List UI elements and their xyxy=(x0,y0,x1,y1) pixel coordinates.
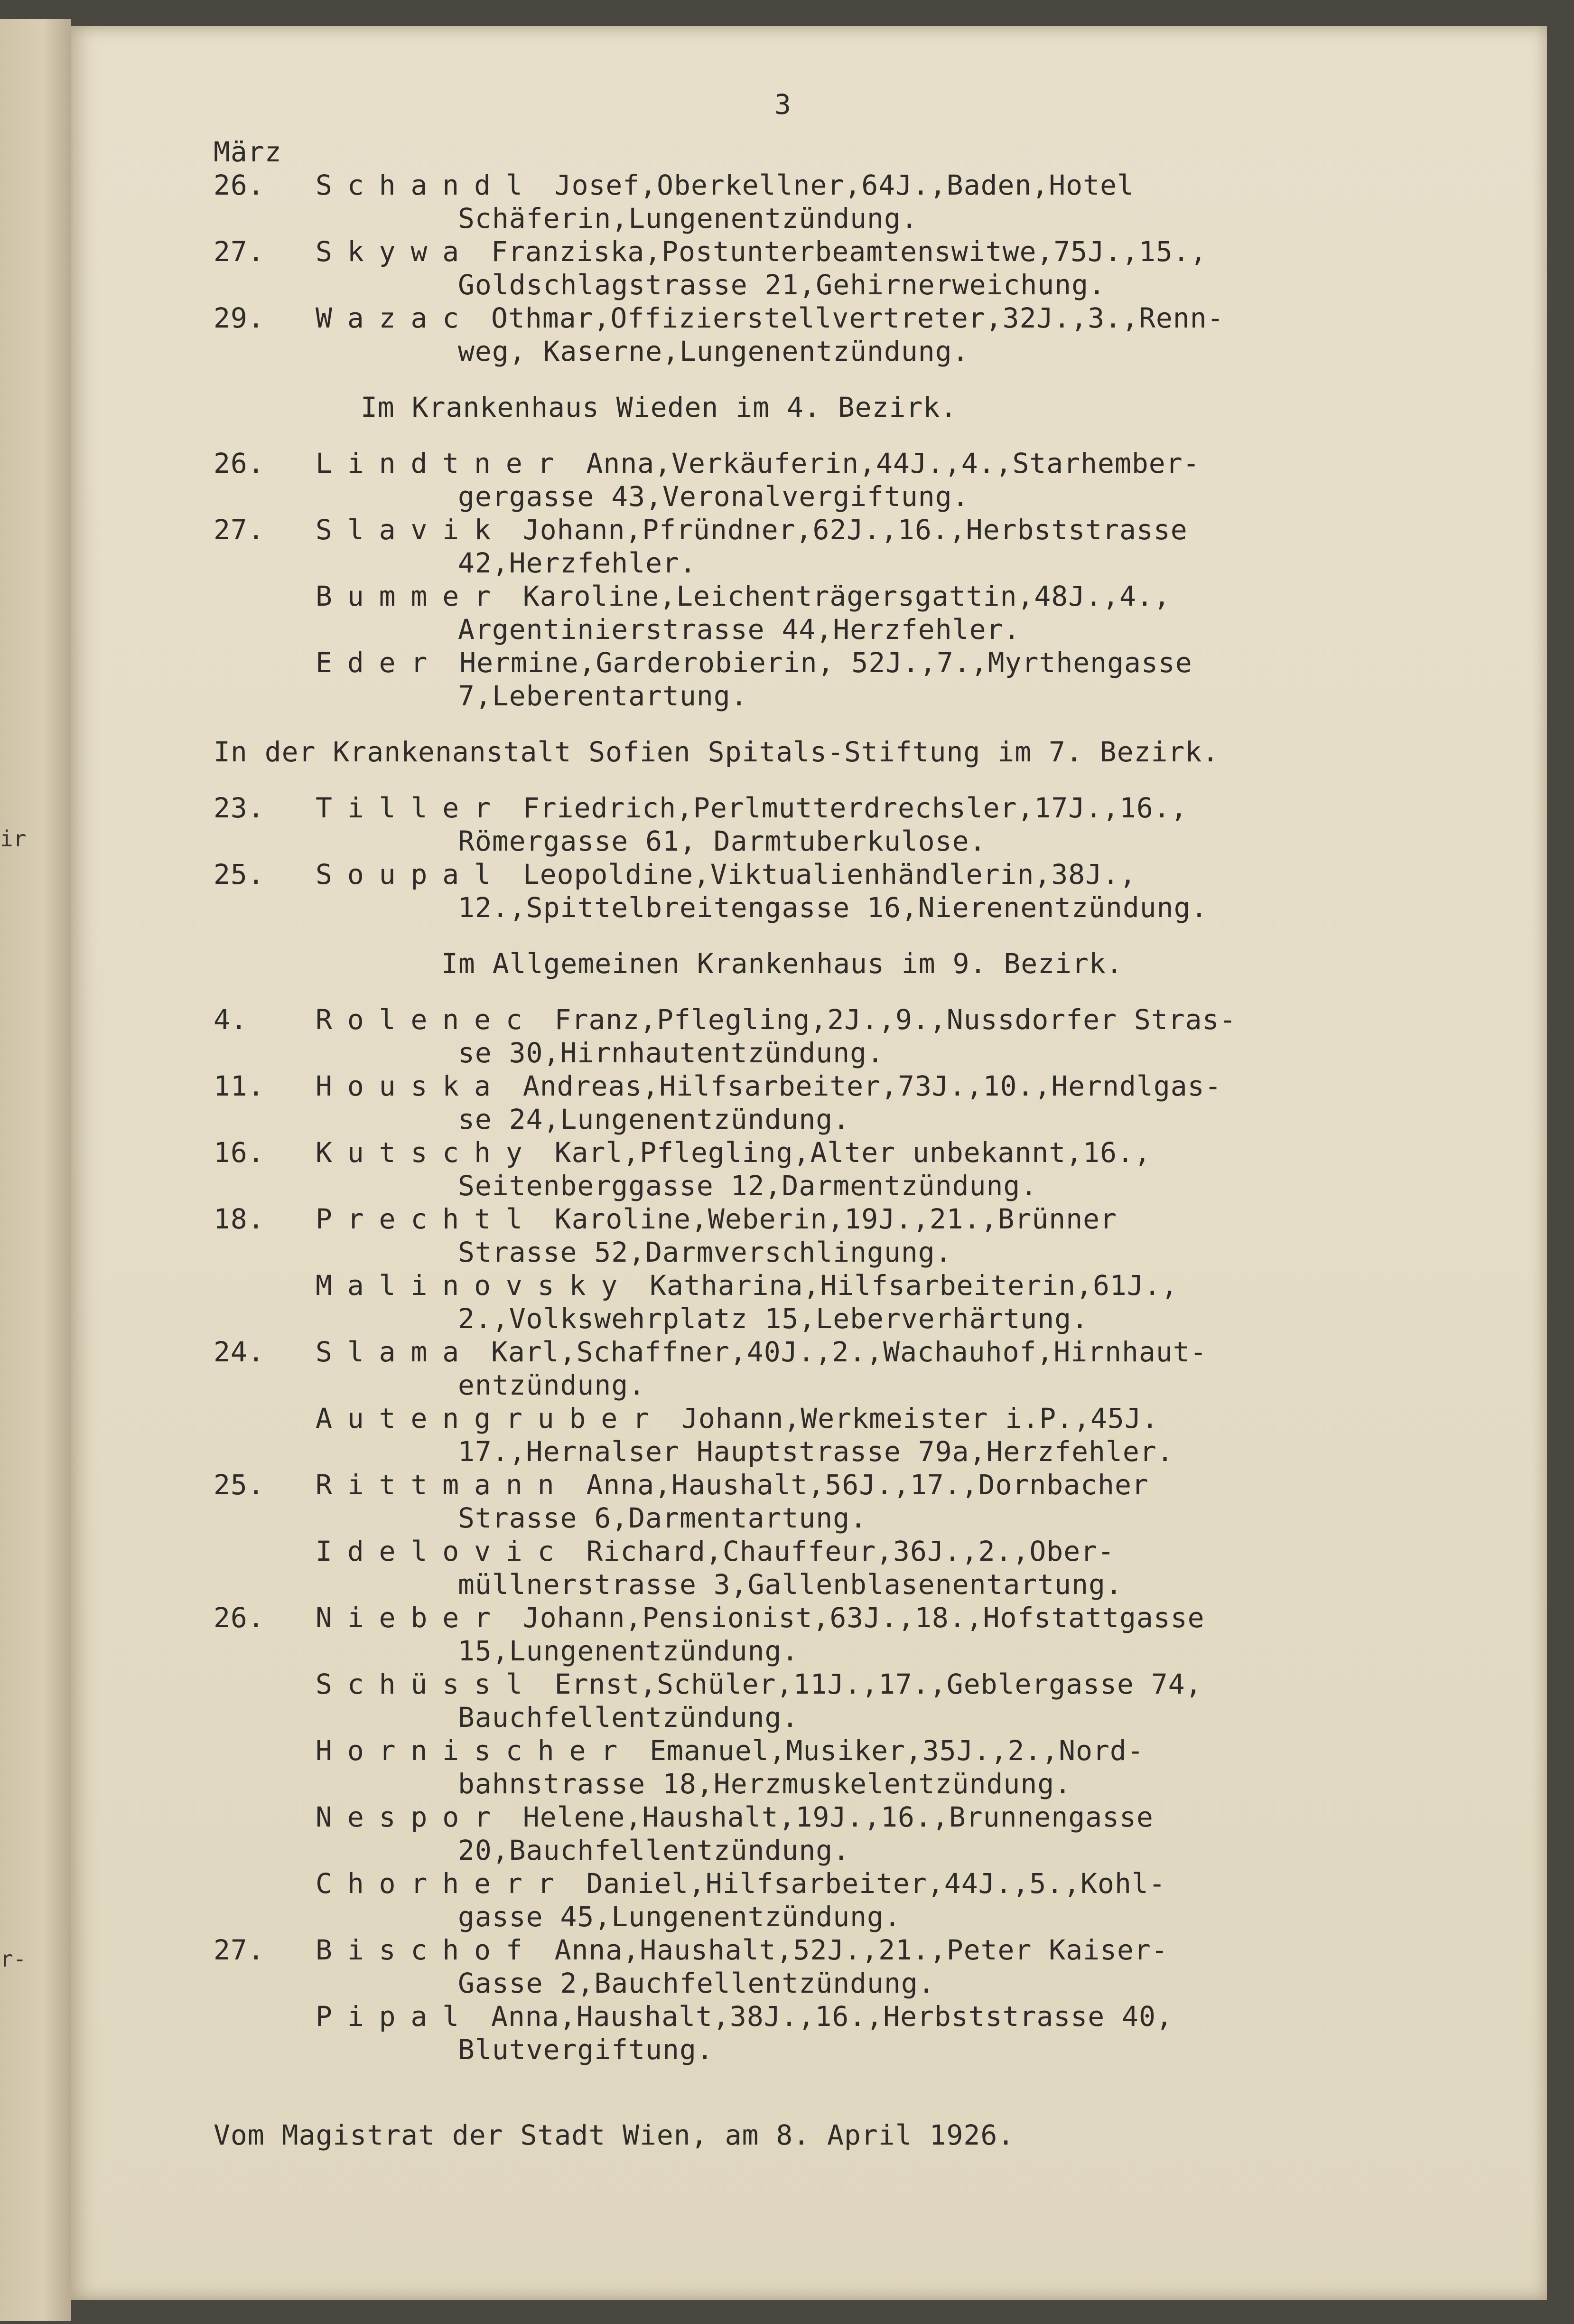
entry-first-line xyxy=(316,447,1495,480)
document-page xyxy=(71,26,1547,2300)
entry-surname: Schüssl xyxy=(316,1668,538,1700)
entry-details: Daniel,Hilfsarbeiter,44J.,5.,Kohl- xyxy=(586,1867,1166,1900)
entry-details: Leopoldine,Viktualienhändlerin,38J., xyxy=(522,858,1136,890)
entry-day: 24. xyxy=(214,1336,265,1368)
entry-day: 27. xyxy=(214,235,265,268)
entry-day: 26. xyxy=(214,447,265,479)
entry-details: Richard,Chauffeur,36J.,2.,Ober- xyxy=(586,1535,1115,1567)
register-entry xyxy=(214,1468,1495,1535)
entry-body xyxy=(316,1468,1495,1535)
register-entry xyxy=(214,1601,1495,1668)
entry-first-line xyxy=(316,513,1495,546)
register-entry xyxy=(214,301,1495,368)
entry-day: 26. xyxy=(214,1602,265,1634)
section-heading: In der Krankenanstalt Sofien Spitals-Stiftung im 7. Bezirk. xyxy=(214,736,1220,768)
entry-body xyxy=(316,1867,1495,1933)
entry-first-line xyxy=(316,1933,1495,1967)
entry-continuation: se 30,Hirnhautentzündung. xyxy=(458,1037,884,1069)
entry-details: Friedrich,Perlmutterdrechsler,17J.,16., xyxy=(522,792,1188,824)
death-register-sections xyxy=(214,169,1495,2066)
entry-day: 25. xyxy=(214,1469,265,1501)
entry-details: Andreas,Hilfsarbeiter,73J.,10.,Herndlgas- xyxy=(522,1070,1222,1102)
register-entry xyxy=(214,1202,1495,1269)
entry-details: Karl,Schaffner,40J.,2.,Wachauhof,Hirnhaut- xyxy=(491,1336,1207,1368)
entry-body xyxy=(316,1003,1495,1069)
entry-continuation: 7,Leberentartung. xyxy=(458,680,748,712)
entry-first-line xyxy=(316,1202,1495,1236)
margin-fragment: r- xyxy=(0,1946,27,1972)
entry-first-line xyxy=(316,1136,1495,1169)
register-section xyxy=(214,169,1495,368)
entry-first-line xyxy=(316,1668,1495,1701)
entry-details: Franziska,Postunterbeamtenswitwe,75J.,15., xyxy=(491,235,1207,268)
entry-body xyxy=(316,858,1495,924)
entry-details: Katharina,Hilfsarbeiterin,61J., xyxy=(650,1269,1178,1302)
entry-body xyxy=(316,580,1495,646)
entry-first-line xyxy=(316,1003,1495,1036)
entry-first-line xyxy=(316,1535,1495,1568)
entry-details: Josef,Oberkellner,64J.,Baden,Hotel xyxy=(554,169,1134,201)
entry-details: Emanuel,Musiker,35J.,2.,Nord- xyxy=(650,1734,1144,1767)
entry-first-line xyxy=(316,1335,1495,1368)
entry-continuation: Römergasse 61, Darmtuberkulose. xyxy=(458,825,987,857)
register-entry xyxy=(214,1335,1495,1402)
entry-body xyxy=(316,1335,1495,1402)
entry-surname: Eder xyxy=(316,647,443,679)
register-entry xyxy=(214,2000,1495,2066)
month-label: März xyxy=(214,136,282,168)
entry-surname: Idelovic xyxy=(316,1535,569,1567)
entry-details: Johann,Pfründner,62J.,16.,Herbststrasse xyxy=(522,514,1188,546)
entry-surname: Rolenec xyxy=(316,1003,538,1036)
entry-body xyxy=(316,1734,1495,1800)
entry-details: Ernst,Schüler,11J.,17.,Geblergasse 74, xyxy=(554,1668,1202,1700)
entry-body xyxy=(316,1269,1495,1335)
register-entry xyxy=(214,169,1495,235)
register-entry xyxy=(214,1668,1495,1734)
entry-continuation: se 24,Lungenentzündung. xyxy=(458,1103,850,1135)
entry-first-line xyxy=(316,235,1495,268)
entry-details: Anna,Haushalt,38J.,16.,Herbststrasse 40, xyxy=(491,2000,1173,2033)
entry-first-line xyxy=(316,169,1495,202)
register-section xyxy=(214,947,1495,2066)
previous-page-edge xyxy=(0,19,71,2321)
section-heading: Im Allgemeinen Krankenhaus im 9. Bezirk. xyxy=(441,947,1123,980)
register-entry xyxy=(214,858,1495,924)
entry-body xyxy=(316,1601,1495,1668)
entry-day: 23. xyxy=(214,792,265,824)
entry-body xyxy=(316,1668,1495,1734)
entry-surname: Rittmann xyxy=(316,1469,569,1501)
entry-continuation: müllnerstrasse 3,Gallenblasenentartung. xyxy=(458,1568,1123,1601)
entry-details: Karoline,Weberin,19J.,21.,Brünner xyxy=(554,1203,1117,1235)
entry-first-line xyxy=(316,1601,1495,1634)
entry-surname: Bischof xyxy=(316,1934,538,1966)
entry-body xyxy=(316,235,1495,301)
entry-surname: Prechtl xyxy=(316,1203,538,1235)
entry-continuation: 2.,Volkswehrplatz 15,Leberverhärtung. xyxy=(458,1303,1089,1335)
entry-body xyxy=(316,1535,1495,1601)
entry-first-line xyxy=(316,858,1495,891)
entry-day: 26. xyxy=(214,169,265,201)
entry-continuation: gergasse 43,Veronalvergiftung. xyxy=(458,480,969,513)
entry-continuation: bahnstrasse 18,Herzmuskelentzündung. xyxy=(458,1768,1072,1800)
entry-continuation: entzündung. xyxy=(458,1369,646,1401)
entry-first-line xyxy=(316,580,1495,613)
entry-surname: Autengruber xyxy=(316,1402,665,1434)
entry-continuation: Blutvergiftung. xyxy=(458,2034,714,2066)
register-entry xyxy=(214,1003,1495,1069)
entry-day: 25. xyxy=(214,858,265,890)
entry-body xyxy=(316,2000,1495,2066)
entry-details: Karl,Pflegling,Alter unbekannt,16., xyxy=(554,1136,1151,1169)
entry-first-line xyxy=(316,301,1495,335)
margin-fragment: ir xyxy=(0,826,27,852)
entry-body xyxy=(316,447,1495,513)
register-entry xyxy=(214,1933,1495,2000)
register-entry xyxy=(214,1136,1495,1202)
register-entry xyxy=(214,1269,1495,1335)
entry-details: Johann,Pensionist,63J.,18.,Hofstattgasse xyxy=(522,1602,1205,1634)
register-entry xyxy=(214,1402,1495,1468)
register-entry xyxy=(214,1069,1495,1136)
entry-surname: Chorherr xyxy=(316,1867,569,1900)
entry-body xyxy=(316,1202,1495,1269)
entry-continuation: Schäferin,Lungenentzündung. xyxy=(458,202,918,234)
entry-surname: Soupal xyxy=(316,858,506,890)
entry-details: Franz,Pflegling,2J.,9.,Nussdorfer Stras- xyxy=(554,1003,1237,1036)
entry-body xyxy=(316,301,1495,368)
entry-surname: Tiller xyxy=(316,792,506,824)
entry-details: Hermine,Garderobierin, 52J.,7.,Myrthengasse xyxy=(459,647,1192,679)
entry-continuation: 20,Bauchfellentzündung. xyxy=(458,1834,850,1866)
entry-first-line xyxy=(316,1867,1495,1900)
entry-continuation: 42,Herzfehler. xyxy=(458,547,697,579)
entry-body xyxy=(316,513,1495,580)
entry-first-line xyxy=(316,791,1495,825)
entry-body xyxy=(316,1069,1495,1136)
entry-day: 18. xyxy=(214,1203,265,1235)
entry-day: 27. xyxy=(214,514,265,546)
entry-day: 29. xyxy=(214,302,265,334)
entry-details: Karoline,Leichenträgersgattin,48J.,4., xyxy=(522,580,1171,612)
register-entry xyxy=(214,513,1495,580)
entry-body xyxy=(316,1402,1495,1468)
entry-details: Othmar,Offizierstellvertreter,32J.,3.,Renn- xyxy=(491,302,1224,334)
entry-details: Anna,Haushalt,52J.,21.,Peter Kaiser- xyxy=(554,1934,1168,1966)
entry-continuation: Seitenberggasse 12,Darmentzündung. xyxy=(458,1170,1038,1202)
entry-day: 27. xyxy=(214,1934,265,1966)
entry-details: Anna,Haushalt,56J.,17.,Dornbacher xyxy=(586,1469,1149,1501)
register-entry xyxy=(214,1734,1495,1800)
entry-first-line xyxy=(316,1269,1495,1302)
page-content xyxy=(214,88,1495,2152)
entry-surname: Wazac xyxy=(316,302,475,334)
register-section xyxy=(214,391,1495,712)
entry-surname: Kutschy xyxy=(316,1136,538,1169)
entry-body xyxy=(316,791,1495,858)
register-entry xyxy=(214,235,1495,301)
entry-continuation: Argentinierstrasse 44,Herzfehler. xyxy=(458,613,1021,646)
entry-first-line xyxy=(316,2000,1495,2033)
entry-continuation: 12.,Spittelbreitengasse 16,Nierenentzündung. xyxy=(458,891,1208,924)
entry-first-line xyxy=(316,1800,1495,1834)
entry-first-line xyxy=(316,1402,1495,1435)
section-heading: Im Krankenhaus Wieden im 4. Bezirk. xyxy=(361,391,958,423)
entry-continuation: 17.,Hernalser Hauptstrasse 79a,Herzfehler. xyxy=(458,1435,1174,1468)
page-number: 3 xyxy=(774,88,792,121)
register-entry xyxy=(214,646,1495,712)
entry-surname: Skywa xyxy=(316,235,475,268)
entry-first-line xyxy=(316,1468,1495,1501)
entry-continuation: Bauchfellentzündung. xyxy=(458,1701,799,1734)
entry-first-line xyxy=(316,1734,1495,1767)
entry-body xyxy=(316,646,1495,712)
register-entry xyxy=(214,1535,1495,1601)
entry-continuation: Strasse 52,Darmverschlingung. xyxy=(458,1236,952,1268)
entry-day: 11. xyxy=(214,1070,265,1102)
entry-continuation: 15,Lungenentzündung. xyxy=(458,1635,799,1667)
entry-body xyxy=(316,1933,1495,2000)
entry-surname: Lindtner xyxy=(316,447,569,479)
entry-details: Helene,Haushalt,19J.,16.,Brunnengasse xyxy=(522,1801,1154,1833)
register-entry xyxy=(214,791,1495,858)
entry-details: Anna,Verkäuferin,44J.,4.,Starhember- xyxy=(586,447,1200,479)
register-entry xyxy=(214,1867,1495,1933)
entry-surname: Hornischer xyxy=(316,1734,633,1767)
entry-surname: Slama xyxy=(316,1336,475,1368)
entry-day: 4. xyxy=(214,1003,248,1036)
entry-surname: Houska xyxy=(316,1070,506,1102)
entry-continuation: Strasse 6,Darmentartung. xyxy=(458,1502,867,1534)
register-entry xyxy=(214,1800,1495,1867)
entry-surname: Malinovsky xyxy=(316,1269,633,1302)
entry-continuation: Gasse 2,Bauchfellentzündung. xyxy=(458,1967,935,1999)
entry-body xyxy=(316,169,1495,235)
entry-surname: Slavik xyxy=(316,514,506,546)
entry-first-line xyxy=(316,646,1495,679)
entry-surname: Nieber xyxy=(316,1602,506,1634)
register-section xyxy=(214,735,1495,924)
register-entry xyxy=(214,447,1495,513)
entry-day: 16. xyxy=(214,1136,265,1169)
footer-signature-line: Vom Magistrat der Stadt Wien, am 8. April 1926. xyxy=(214,2119,1015,2151)
entry-body xyxy=(316,1136,1495,1202)
entry-surname: Bummer xyxy=(316,580,506,612)
entry-first-line xyxy=(316,1069,1495,1103)
entry-surname: Pipal xyxy=(316,2000,475,2033)
entry-body xyxy=(316,1800,1495,1867)
register-entry xyxy=(214,580,1495,646)
entry-surname: Schandl xyxy=(316,169,538,201)
entry-continuation: weg, Kaserne,Lungenentzündung. xyxy=(458,335,969,367)
entry-continuation: Goldschlagstrasse 21,Gehirnerweichung. xyxy=(458,269,1106,301)
entry-details: Johann,Werkmeister i.P.,45J. xyxy=(681,1402,1159,1434)
entry-surname: Nespor xyxy=(316,1801,506,1833)
entry-continuation: gasse 45,Lungenentzündung. xyxy=(458,1901,901,1933)
